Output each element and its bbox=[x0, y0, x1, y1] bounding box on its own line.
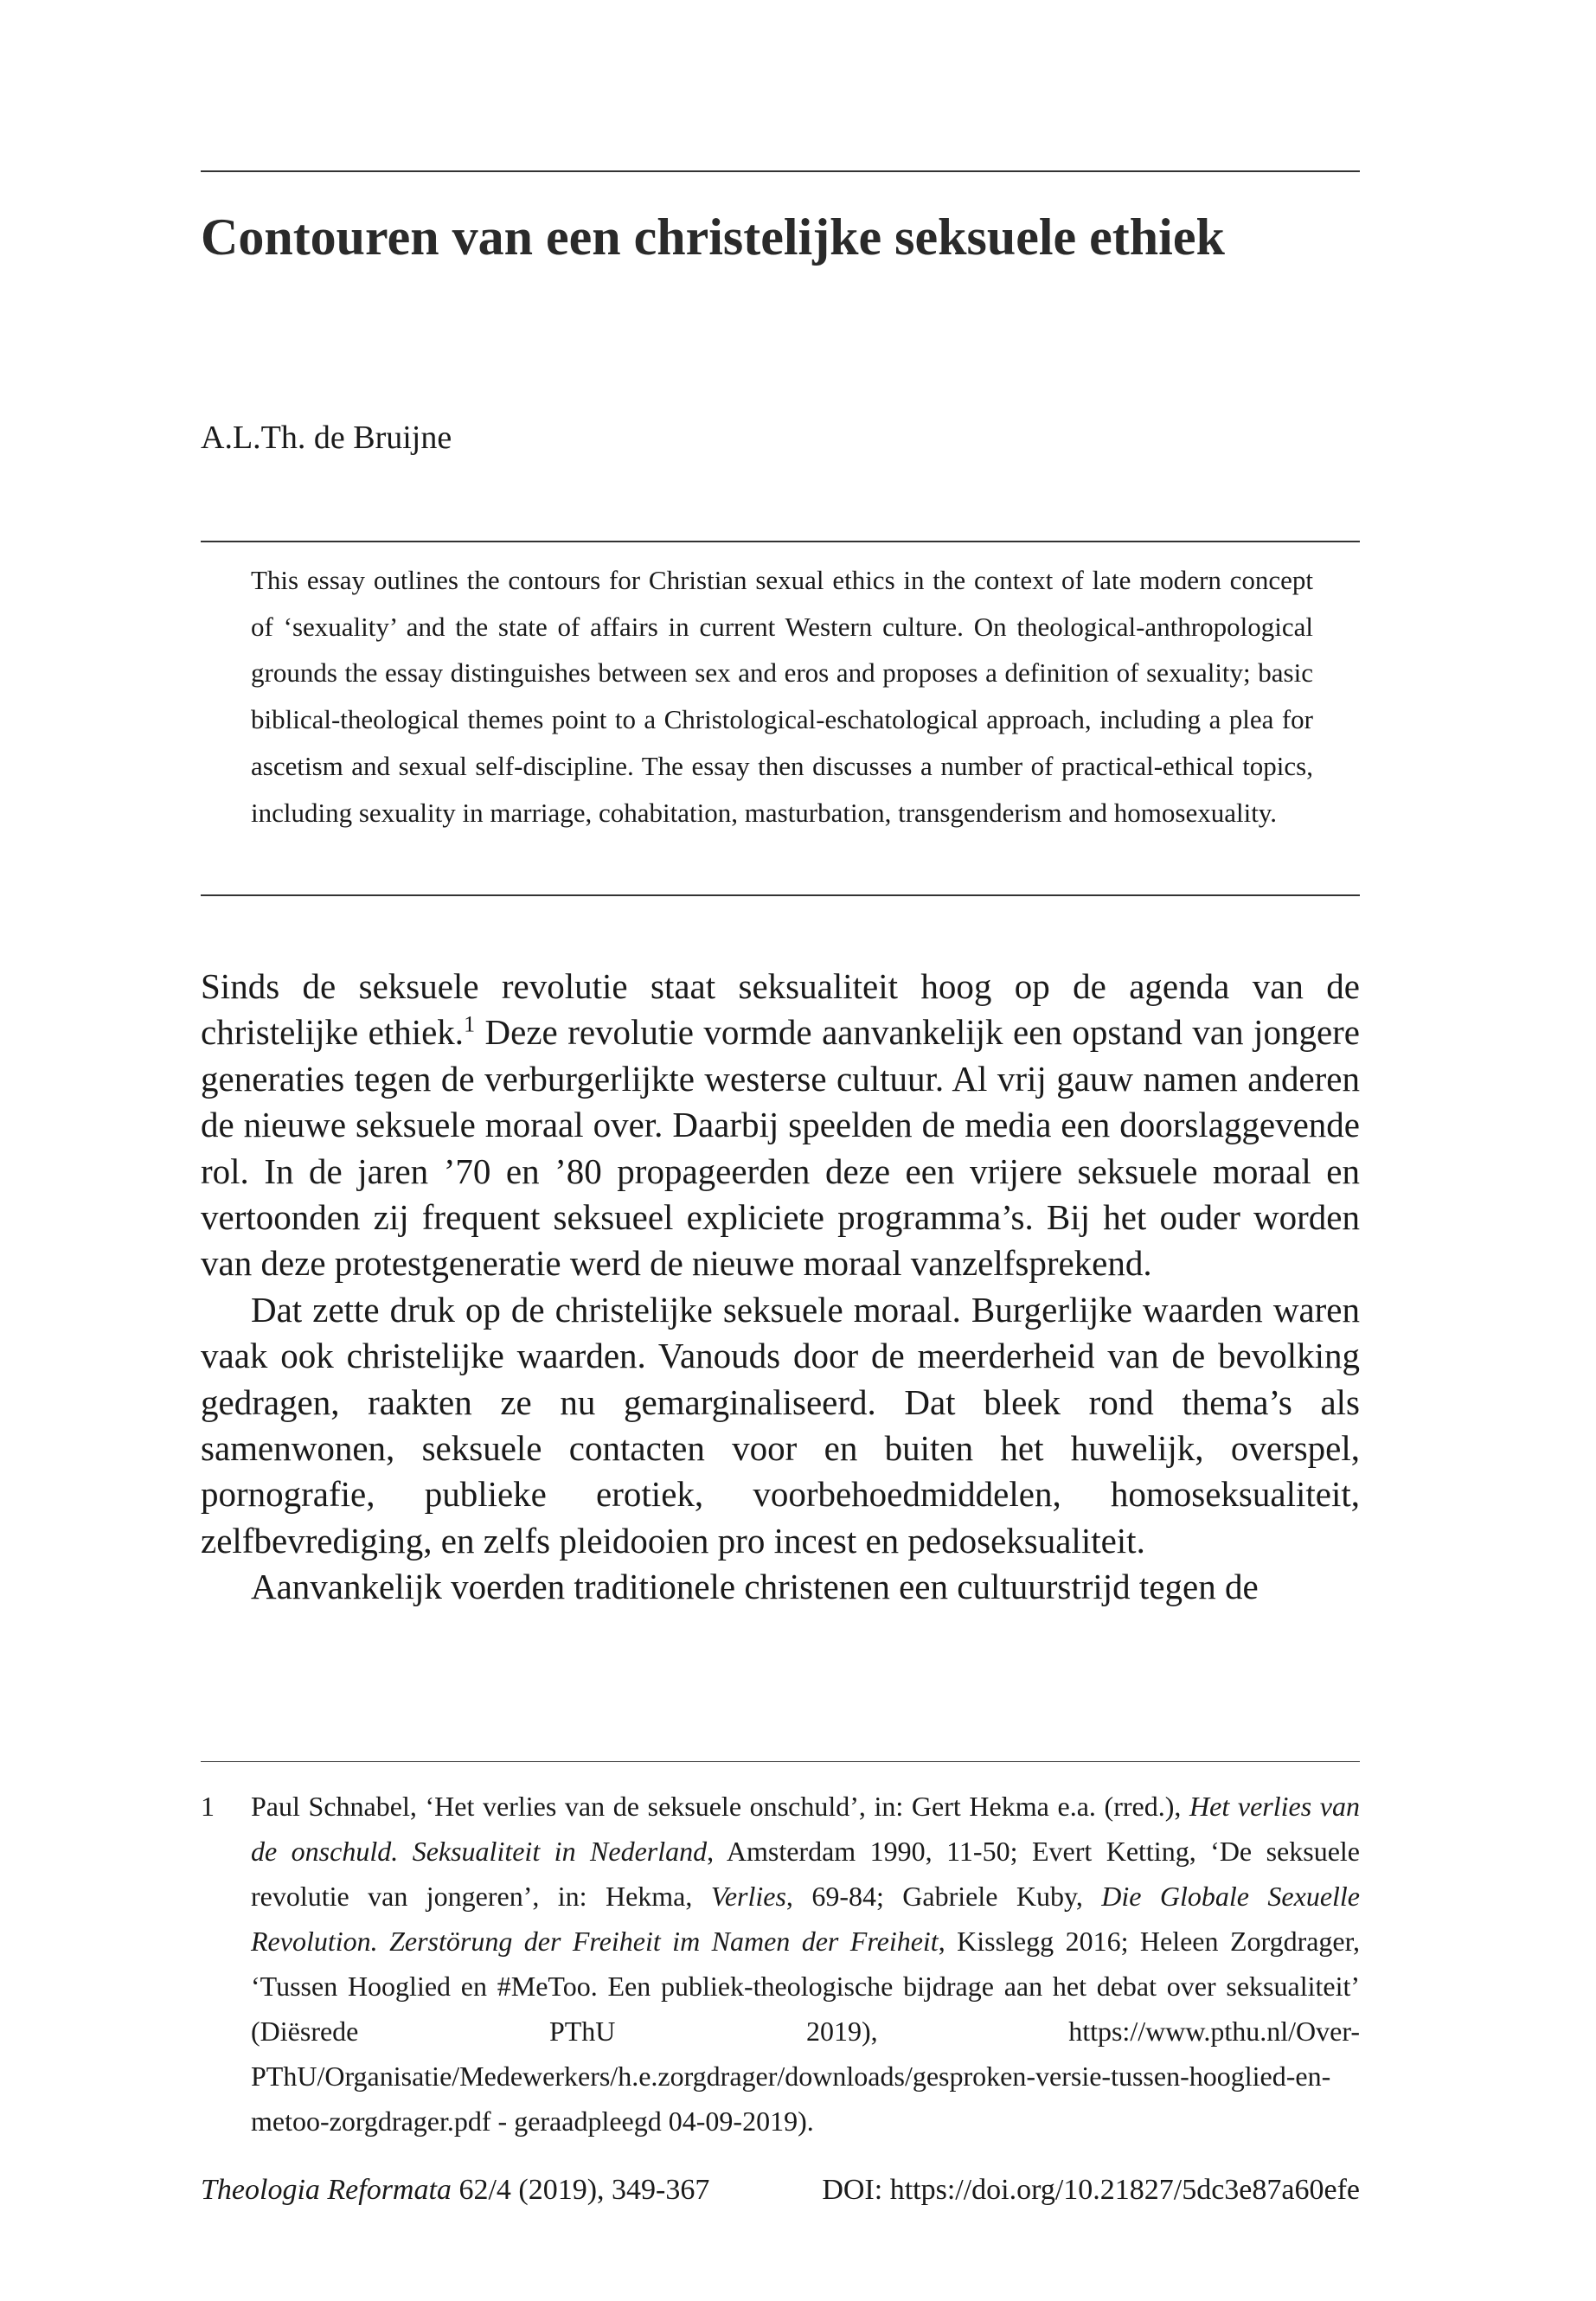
footnote-segment: , 69-84; Gabriele Kuby, bbox=[785, 1881, 1102, 1912]
footnote-title-italic: Het verlies van de onschuld. Seksualiteit in Nederland bbox=[251, 1791, 1361, 1867]
header-rule bbox=[201, 170, 1360, 172]
body-paragraph-1-text: Sinds de seksuele revolutie staat seksualiteit hoog op de agenda van de christelijke ethiek. bbox=[201, 966, 1360, 1053]
article-author: A.L.Th. de Bruijne bbox=[201, 420, 452, 456]
abstract-top-rule bbox=[201, 541, 1360, 542]
abstract-bottom-rule bbox=[201, 894, 1360, 896]
body-text bbox=[201, 964, 1360, 1611]
footnote-number: 1 bbox=[201, 1791, 215, 1822]
footnote-title-italic: Verlies bbox=[710, 1881, 786, 1912]
journal-name: Theologia Reformata bbox=[201, 2174, 452, 2206]
journal-citation bbox=[201, 2173, 709, 2208]
footnote-rule bbox=[201, 1761, 1360, 1762]
article-title: Contouren van een christelijke seksuele ethiek bbox=[201, 208, 1225, 266]
doi-reference: DOI: https://doi.org/10.21827/5dc3e87a60efe bbox=[822, 2174, 1360, 2206]
body-paragraph-1-continued: Deze revolutie vormde aanvankelijk een opstand van jongere generaties tegen de verburgerlijkte westerse cultuur. Al vrij gauw namen anderen de nieuwe seksuele moraal over. Daarbij speelden de media een doorslaggevende rol. In de jaren ’70 en ’80 propageerden deze een vrijere seksuele moraal en vertoonden zij frequent seksueel expliciete programma’s. Bij het ouder worden van deze protestgeneratie werd de nieuwe moraal vanzelfsprekend. bbox=[201, 1012, 1360, 1284]
footnote-segment: , Amsterdam 1990, 11-50; Evert Ketting, ‘De seksuele revolutie van jongeren’, in: Hekma, bbox=[251, 1836, 1361, 1912]
body-paragraph-2: Dat zette druk op de christelijke seksuele moraal. Burgerlijke waarden waren vaak ook christelijke waarden. Vanouds door de meerderheid van de bevolking gedragen, raakten ze nu gemarginaliseerd. Dat bleek rond thema’s als samenwonen, seksuele contacten voor en buiten het huwelijk, overspel, pornografie, publieke erotiek, voorbehoedmiddelen, homoseksualiteit, zelfbevrediging, en zelfs pleidooien pro incest en pedoseksualiteit. bbox=[201, 1289, 1360, 1561]
footnote bbox=[201, 1784, 1360, 2144]
journal-issue: 62/4 (2019), 349-367 bbox=[451, 2174, 710, 2206]
footnote-segment: , Kisslegg 2016; Heleen Zorgdrager, ‘Tussen Hooglied en #MeToo. Een publiek-theologische bijdrage aan het debat over seksualiteit’ (Diësrede PThU 2019), https://www.pthu.nl/Over-PThU/Organisatie/Medewerkers/h.e.zorgdrager/downloads/gesproken-versie-tussen-hooglied-en-metoo-zorgdrager.pdf - geraadpleegd 04-09-2019). bbox=[251, 1926, 1360, 2137]
footnote-reference: 1 bbox=[464, 1011, 476, 1037]
footnote-segment: Paul Schnabel, ‘Het verlies van de seksuele onschuld’, in: Gert Hekma e.a. (rred.), bbox=[251, 1791, 1190, 1822]
abstract: This essay outlines the contours for Christian sexual ethics in the context of late modern concept of ‘sexuality’ and the state of affairs in current Western culture. On theological-anthropological grounds the essay distinguishes between sex and eros and proposes a definition of sexuality; basic biblical-theological themes point to a Christological-eschatological approach, including a plea for ascetism and sexual self-discipline. The essay then discusses a number of practical-ethical topics, including sexuality in marriage, cohabitation, masturbation, transgenderism and homosexuality. bbox=[251, 565, 1313, 828]
footnote-title-italic: Die Globale Sexuelle Revolution. Zerstörung der Freiheit im Namen der Freiheit bbox=[251, 1881, 1361, 1957]
body-paragraph-3: Aanvankelijk voerden traditionele christenen een cultuurstrijd tegen de bbox=[251, 1567, 1259, 1607]
footnote-text bbox=[251, 1784, 1360, 2144]
body-paragraph-1 bbox=[201, 964, 1360, 1287]
